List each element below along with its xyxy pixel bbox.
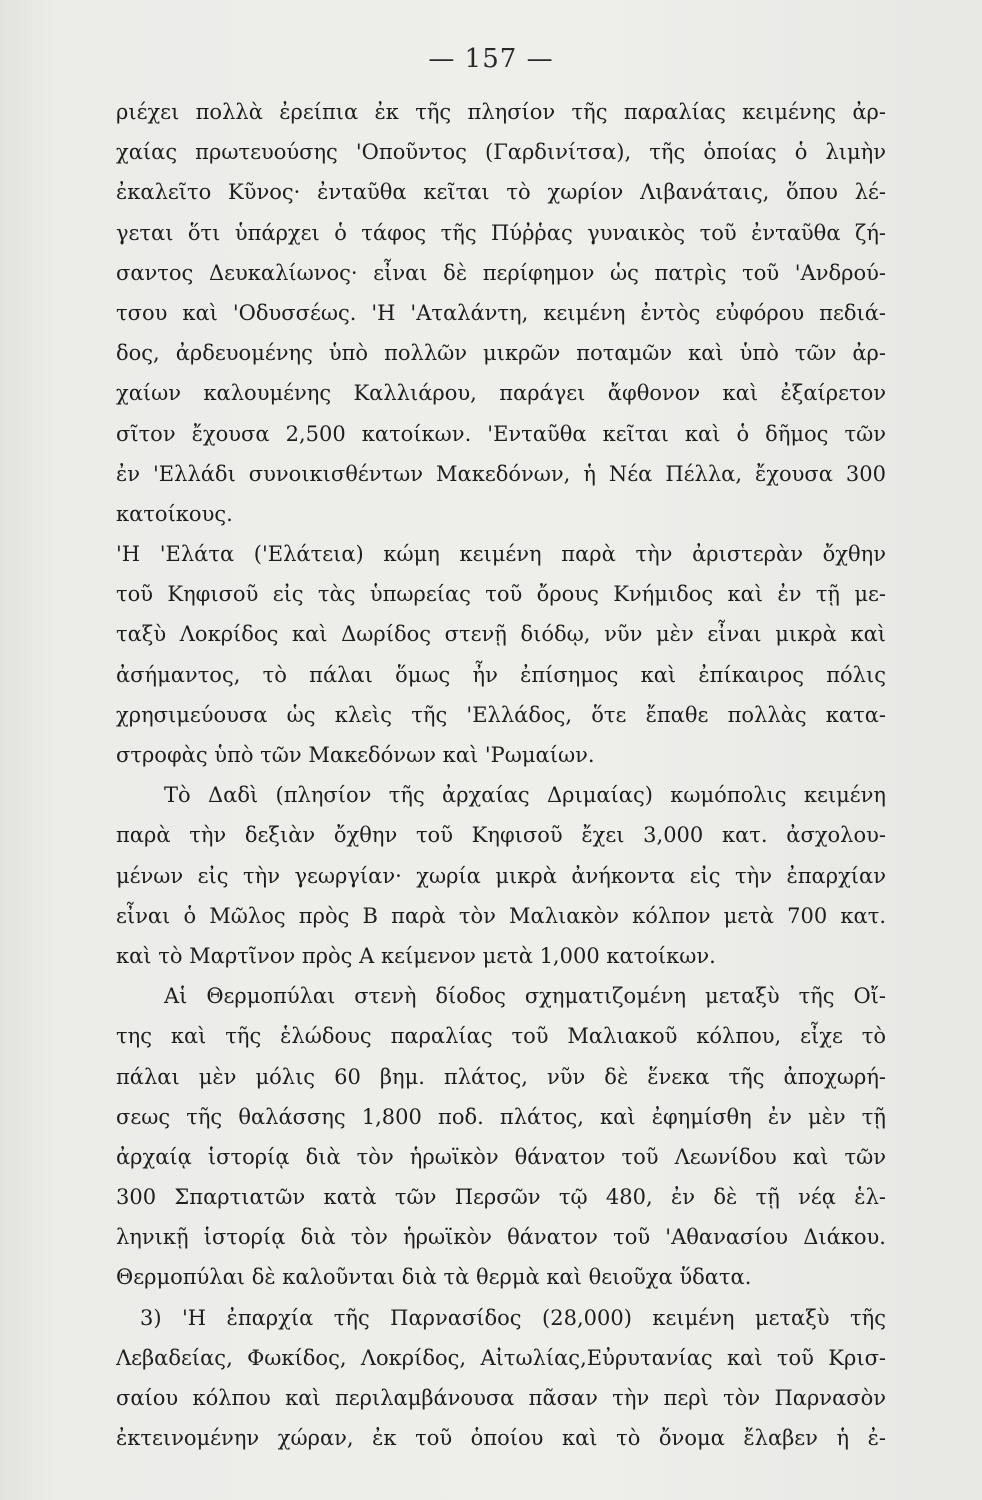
- text-line: σαίου κόλπου καὶ περιλαμβάνουσα πᾶσαν τὴν περὶ τὸν Παρνασὸν: [116, 1386, 886, 1410]
- text-line: μένων εἰς τὴν γεωργίαν· χωρία μικρὰ ἀνήκοντα εἰς τὴν ἐπαρχίαν: [116, 863, 886, 888]
- text-line: ριέχει πολλὰ ἐρείπια ἐκ τῆς πλησίον τῆς παραλίας κειμένης ἀρ-: [116, 100, 886, 124]
- body-text: [116, 92, 886, 1458]
- page-number: — 157 —: [428, 44, 554, 74]
- text-line: εἶναι ὁ Μῶλος πρὸς Β παρὰ τὸν Μαλιακὸν κόλπον μετὰ 700 κατ.: [116, 903, 886, 928]
- text-line: σαντος Δευκαλίωνος· εἶναι δὲ περίφημον ὡς πατρὶς τοῦ 'Ανδρού-: [116, 260, 886, 285]
- text-line: ἐν 'Ελλάδι συνοικισθέντων Μακεδόνων, ἡ Νέα Πέλλα, ἔχουσα 300: [116, 461, 886, 486]
- text-line: 3) 'Η ἐπαρχία τῆς Παρνασίδος (28,000) κειμένη μεταξὺ τῆς: [140, 1305, 886, 1330]
- text-line: κατοίκους.: [116, 501, 233, 526]
- text-line: ταξὺ Λοκρίδος καὶ Δωρίδος στενῇ διόδῳ, νῦν μὲν εἶναι μικρὰ καὶ: [116, 622, 886, 647]
- text-line: χρησιμεύουσα ὡς κλεὶς τῆς 'Ελλάδος, ὅτε ἔπαθε πολλὰς κατα-: [116, 702, 886, 727]
- text-line: πάλαι μὲν μόλις 60 βημ. πλάτος, νῦν δὲ ἕνεκα τῆς ἀποχωρή-: [116, 1064, 886, 1089]
- text-line: χαίων καλουμένης Καλλιάρου, παράγει ἄφθονον καὶ ἐξαίρετον: [116, 381, 886, 406]
- text-line: Αἱ Θερμοπύλαι στενὴ δίοδος σχηματιζομένη μεταξὺ τῆς Οἴ-: [164, 984, 886, 1009]
- text-line: σῖτον ἔχουσα 2,500 κατοίκων. 'Ενταῦθα κεῖται καὶ ὁ δῆμος τῶν: [116, 421, 886, 446]
- text-line: Τὸ Δαδὶ (πλησίον τῆς ἀρχαίας Δριμαίας) κωμόπολις κειμένη: [164, 783, 886, 808]
- text-line: Θερμοπύλαι δὲ καλοῦνται διὰ τὰ θερμὰ καὶ θειοῦχα ὕδατα.: [116, 1265, 752, 1290]
- text-line: σεως τῆς θαλάσσης 1,800 ποδ. πλάτος, καὶ ἐφημίσθη ἐν μὲν τῇ: [116, 1104, 886, 1129]
- text-line: χαίας πρωτευούσης 'Οποῦντος (Γαρδινίτσα), τῆς ὁποίας ὁ λιμὴν: [116, 140, 886, 165]
- text-line: της καὶ τῆς ἑλώδους παραλίας τοῦ Μαλιακοῦ κόλπου, εἶχε τὸ: [116, 1024, 886, 1049]
- text-line: 'Η 'Ελάτα ('Ελάτεια) κώμη κειμένη παρὰ τὴν ἀριστερὰν ὄχθην: [116, 542, 886, 567]
- text-line: τοῦ Κηφισοῦ εἰς τὰς ὑπωρείας τοῦ ὄρους Κνήμιδος καὶ ἐν τῇ με-: [116, 582, 886, 607]
- text-line: καὶ τὸ Μαρτῖνον πρὸς Α κείμενον μετὰ 1,000 κατοίκων.: [116, 943, 716, 968]
- text-line: ἀρχαίᾳ ἱστορίᾳ διὰ τὸν ἡρωϊκὸν θάνατον τοῦ Λεωνίδου καὶ τῶν: [116, 1144, 886, 1169]
- text-line: δος, ἀρδευομένης ὑπὸ πολλῶν μικρῶν ποταμῶν καὶ ὑπὸ τῶν ἀρ-: [116, 341, 886, 366]
- text-line: γεται ὅτι ὑπάρχει ὁ τάφος τῆς Πύῤῥας γυναικὸς τοῦ ἐνταῦθα ζή-: [116, 220, 886, 245]
- text-line: ἀσήμαντος, τὸ πάλαι ὅμως ἦν ἐπίσημος καὶ ἐπίκαιρος πόλις: [116, 662, 886, 687]
- text-line: τσου καὶ 'Οδυσσέως. 'Η 'Αταλάντη, κειμένη ἐντὸς εὐφόρου πεδιά-: [116, 300, 886, 325]
- text-line: ληνικῇ ἱστορίᾳ διὰ τὸν ἡρωϊκὸν θάνατον τοῦ 'Αθανασίου Διάκου.: [116, 1225, 886, 1250]
- text-line: Λεβαδείας, Φωκίδος, Λοκρίδος, Αἰτωλίας,Εὐρυτανίας καὶ τοῦ Κρισ-: [116, 1345, 886, 1370]
- text-line: παρὰ τὴν δεξιὰν ὄχθην τοῦ Κηφισοῦ ἔχει 3,000 κατ. ἀσχολου-: [116, 823, 886, 848]
- text-line: στροφὰς ὑπὸ τῶν Μακεδόνων καὶ 'Ρωμαίων.: [116, 743, 595, 767]
- text-line: ἐκτεινομένην χώραν, ἐκ τοῦ ὁποίου καὶ τὸ ὄνομα ἔλαβεν ἡ ἐ-: [116, 1426, 886, 1451]
- text-line: 300 Σπαρτιατῶν κατὰ τῶν Περσῶν τῷ 480, ἐν δὲ τῇ νέᾳ ἑλ-: [116, 1185, 886, 1210]
- text-line: ἐκαλεῖτο Κῦνος· ἐνταῦθα κεῖται τὸ χωρίον Λιβανάταις, ὅπου λέ-: [116, 180, 886, 205]
